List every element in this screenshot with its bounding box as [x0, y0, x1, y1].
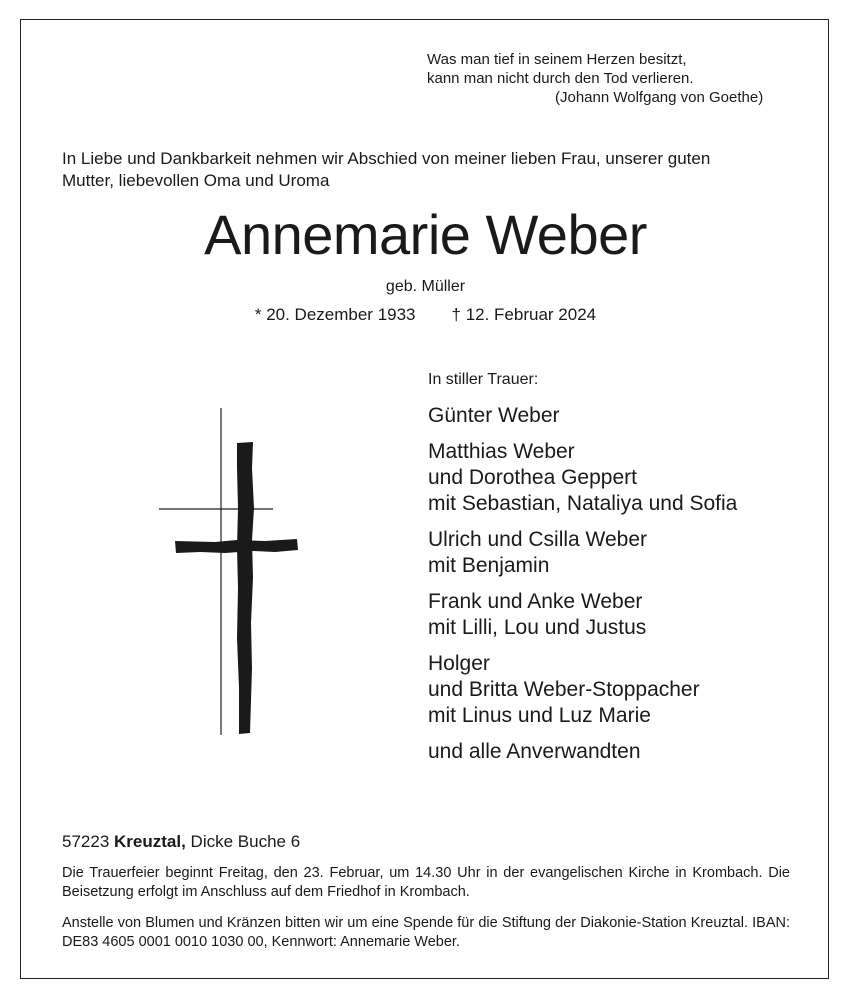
quote-line-2: kann man nicht durch den Tod verlieren. — [427, 70, 694, 87]
mourner-line: mit Linus und Luz Marie — [428, 704, 651, 727]
mourner-group — [428, 439, 737, 517]
mourner-group — [428, 527, 737, 579]
mourner-line: und Dorothea Geppert — [428, 466, 637, 489]
mourner-line: und alle Anverwandten — [428, 740, 641, 763]
funeral-notice: Die Trauerfeier beginnt Freitag, den 23. Februar, um 14.30 Uhr in der evangelischen Kirche in Krombach. Die Beisetzung erfolgt im Anschluss auf dem Friedhof in Krombach. — [62, 865, 790, 900]
mourner-line: Günter Weber — [428, 404, 560, 427]
mourner-line: Holger — [428, 652, 490, 675]
birth-date: * 20. Dezember 1933 — [254, 305, 416, 324]
quote-line-1: Was man tief in seinem Herzen besitzt, — [427, 51, 687, 68]
mourner-group — [428, 739, 737, 765]
mourner-line: mit Benjamin — [428, 554, 550, 577]
address-city: Kreuztal, — [114, 832, 186, 851]
address — [62, 831, 300, 853]
mourner-line: Matthias Weber — [428, 440, 575, 463]
address-zip: 57223 — [62, 832, 110, 851]
mourners-label: In stiller Trauer: — [428, 371, 539, 388]
mourner-line: mit Lilli, Lou und Justus — [428, 616, 647, 639]
life-dates — [0, 304, 851, 326]
mourner-group — [428, 651, 737, 729]
mourner-line: und Britta Weber-Stoppacher — [428, 678, 700, 701]
intro-line-1: In Liebe und Dankbarkeit nehmen wir Abschied von meiner lieben Frau, unserer guten — [62, 149, 711, 168]
maiden-name: geb. Müller — [385, 278, 466, 295]
mourner-line: mit Sebastian, Nataliya und Sofia — [428, 492, 738, 515]
quote-author: (Johann Wolfgang von Goethe) — [555, 89, 764, 106]
goethe-quote — [427, 50, 763, 107]
mourner-group — [428, 403, 737, 429]
mourner-group — [428, 589, 737, 641]
deceased-name: Annemarie Weber — [204, 203, 647, 266]
mourner-line: Ulrich und Csilla Weber — [428, 528, 648, 551]
death-date: † 12. Februar 2024 — [451, 305, 597, 324]
address-street: Dicke Buche 6 — [190, 832, 301, 851]
donation-notice: Anstelle von Blumen und Kränzen bitten wir um eine Spende für die Stiftung der Diakonie-Station Kreuztal. IBAN: DE83 4605 0001 0010 1030 00, Kennwort: Annemarie Weber. — [62, 915, 790, 950]
intro-text — [62, 148, 802, 192]
intro-line-2: Mutter, liebevollen Oma und Uroma — [62, 171, 330, 190]
mourner-line: Frank und Anke Weber — [428, 590, 643, 613]
mourners-list — [428, 403, 737, 775]
cross-icon — [155, 408, 305, 743]
